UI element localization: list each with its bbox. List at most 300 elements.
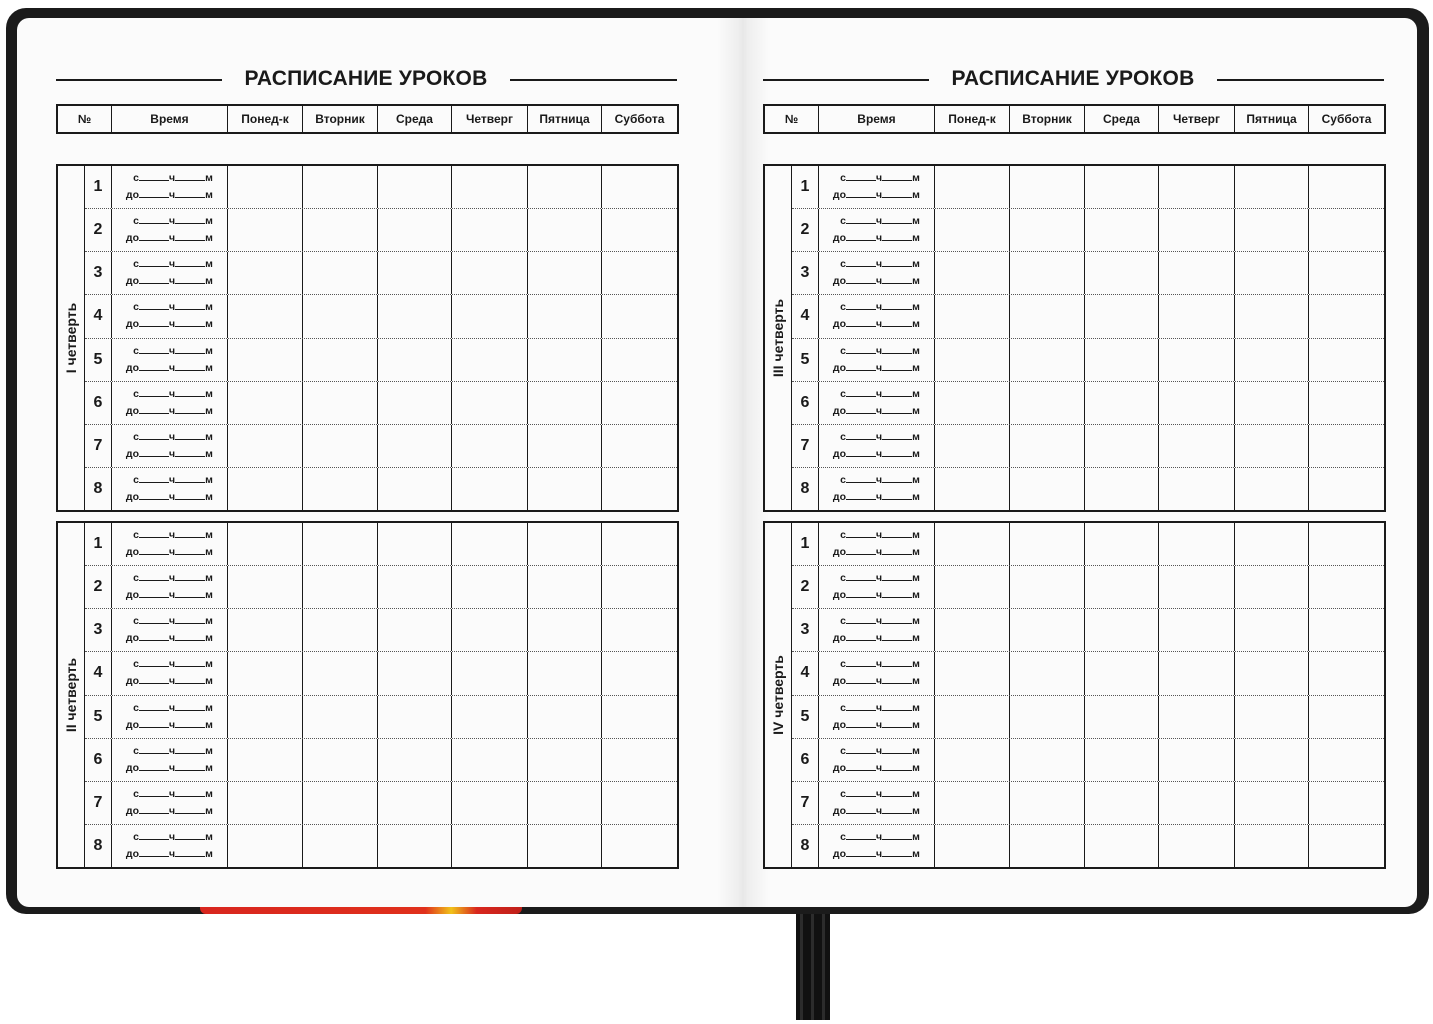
day-cell[interactable]: [452, 696, 528, 738]
day-cell[interactable]: [378, 652, 452, 694]
lesson-time-field[interactable]: [819, 382, 935, 424]
day-cell[interactable]: [1235, 609, 1309, 651]
day-cell[interactable]: [1235, 252, 1309, 294]
day-cell[interactable]: [378, 252, 452, 294]
minutes-blank[interactable]: [882, 214, 912, 224]
day-cell[interactable]: [1235, 696, 1309, 738]
minutes-blank[interactable]: [175, 787, 205, 797]
day-cell[interactable]: [1309, 425, 1384, 467]
minutes-blank[interactable]: [882, 171, 912, 181]
minutes-blank[interactable]: [882, 545, 912, 555]
hours-blank[interactable]: [139, 404, 169, 414]
day-cell[interactable]: [1085, 523, 1159, 565]
day-cell[interactable]: [1309, 609, 1384, 651]
day-cell[interactable]: [378, 295, 452, 337]
day-cell[interactable]: [528, 209, 602, 251]
lesson-time-field[interactable]: [819, 825, 935, 867]
minutes-blank[interactable]: [175, 490, 205, 500]
hours-blank[interactable]: [139, 447, 169, 457]
day-cell[interactable]: [1159, 652, 1235, 694]
minutes-blank[interactable]: [175, 430, 205, 440]
day-cell[interactable]: [528, 566, 602, 608]
hours-blank[interactable]: [846, 214, 876, 224]
day-cell[interactable]: [228, 609, 303, 651]
day-cell[interactable]: [303, 825, 378, 867]
lesson-time-field[interactable]: [112, 782, 228, 824]
day-cell[interactable]: [1309, 523, 1384, 565]
lesson-time-field[interactable]: [819, 295, 935, 337]
lesson-time-field[interactable]: [112, 652, 228, 694]
minutes-blank[interactable]: [175, 744, 205, 754]
minutes-blank[interactable]: [882, 447, 912, 457]
day-cell[interactable]: [228, 252, 303, 294]
minutes-blank[interactable]: [882, 674, 912, 684]
day-cell[interactable]: [935, 782, 1010, 824]
day-cell[interactable]: [602, 609, 677, 651]
day-cell[interactable]: [602, 566, 677, 608]
hours-blank[interactable]: [846, 847, 876, 857]
lesson-time-field[interactable]: [112, 609, 228, 651]
hours-blank[interactable]: [846, 545, 876, 555]
hours-blank[interactable]: [139, 300, 169, 310]
hours-blank[interactable]: [846, 614, 876, 624]
day-cell[interactable]: [1309, 209, 1384, 251]
day-cell[interactable]: [528, 339, 602, 381]
day-cell[interactable]: [378, 339, 452, 381]
minutes-blank[interactable]: [882, 300, 912, 310]
day-cell[interactable]: [378, 382, 452, 424]
day-cell[interactable]: [303, 252, 378, 294]
minutes-blank[interactable]: [882, 361, 912, 371]
hours-blank[interactable]: [139, 490, 169, 500]
hours-blank[interactable]: [139, 588, 169, 598]
minutes-blank[interactable]: [882, 631, 912, 641]
hours-blank[interactable]: [139, 214, 169, 224]
minutes-blank[interactable]: [882, 274, 912, 284]
day-cell[interactable]: [452, 209, 528, 251]
day-cell[interactable]: [1159, 339, 1235, 381]
minutes-blank[interactable]: [175, 214, 205, 224]
minutes-blank[interactable]: [175, 571, 205, 581]
day-cell[interactable]: [378, 696, 452, 738]
minutes-blank[interactable]: [882, 787, 912, 797]
day-cell[interactable]: [528, 523, 602, 565]
hours-blank[interactable]: [846, 387, 876, 397]
day-cell[interactable]: [1085, 425, 1159, 467]
hours-blank[interactable]: [139, 674, 169, 684]
hours-blank[interactable]: [139, 257, 169, 267]
day-cell[interactable]: [935, 339, 1010, 381]
hours-blank[interactable]: [139, 231, 169, 241]
minutes-blank[interactable]: [175, 588, 205, 598]
hours-blank[interactable]: [139, 701, 169, 711]
hours-blank[interactable]: [846, 404, 876, 414]
day-cell[interactable]: [452, 609, 528, 651]
hours-blank[interactable]: [139, 361, 169, 371]
lesson-time-field[interactable]: [819, 425, 935, 467]
lesson-time-field[interactable]: [112, 209, 228, 251]
minutes-blank[interactable]: [882, 761, 912, 771]
day-cell[interactable]: [935, 523, 1010, 565]
hours-blank[interactable]: [846, 447, 876, 457]
day-cell[interactable]: [378, 609, 452, 651]
lesson-time-field[interactable]: [819, 468, 935, 510]
lesson-time-field[interactable]: [819, 252, 935, 294]
day-cell[interactable]: [602, 382, 677, 424]
day-cell[interactable]: [452, 252, 528, 294]
lesson-time-field[interactable]: [112, 468, 228, 510]
day-cell[interactable]: [1235, 468, 1309, 510]
day-cell[interactable]: [528, 252, 602, 294]
day-cell[interactable]: [1235, 339, 1309, 381]
hours-blank[interactable]: [846, 718, 876, 728]
day-cell[interactable]: [228, 696, 303, 738]
day-cell[interactable]: [1159, 209, 1235, 251]
hours-blank[interactable]: [139, 614, 169, 624]
day-cell[interactable]: [1159, 566, 1235, 608]
day-cell[interactable]: [1010, 166, 1085, 208]
day-cell[interactable]: [935, 566, 1010, 608]
day-cell[interactable]: [1309, 166, 1384, 208]
minutes-blank[interactable]: [882, 490, 912, 500]
day-cell[interactable]: [1159, 382, 1235, 424]
day-cell[interactable]: [1085, 609, 1159, 651]
hours-blank[interactable]: [139, 317, 169, 327]
hours-blank[interactable]: [846, 473, 876, 483]
hours-blank[interactable]: [846, 571, 876, 581]
day-cell[interactable]: [1085, 382, 1159, 424]
minutes-blank[interactable]: [175, 344, 205, 354]
hours-blank[interactable]: [139, 744, 169, 754]
hours-blank[interactable]: [139, 847, 169, 857]
day-cell[interactable]: [935, 209, 1010, 251]
day-cell[interactable]: [303, 523, 378, 565]
minutes-blank[interactable]: [175, 545, 205, 555]
lesson-time-field[interactable]: [819, 782, 935, 824]
day-cell[interactable]: [528, 696, 602, 738]
day-cell[interactable]: [1085, 696, 1159, 738]
minutes-blank[interactable]: [175, 361, 205, 371]
day-cell[interactable]: [378, 739, 452, 781]
minutes-blank[interactable]: [882, 830, 912, 840]
hours-blank[interactable]: [846, 188, 876, 198]
minutes-blank[interactable]: [175, 257, 205, 267]
minutes-blank[interactable]: [882, 430, 912, 440]
day-cell[interactable]: [1235, 652, 1309, 694]
day-cell[interactable]: [1235, 739, 1309, 781]
day-cell[interactable]: [228, 782, 303, 824]
day-cell[interactable]: [1085, 339, 1159, 381]
minutes-blank[interactable]: [882, 718, 912, 728]
day-cell[interactable]: [1309, 468, 1384, 510]
day-cell[interactable]: [1309, 252, 1384, 294]
day-cell[interactable]: [452, 782, 528, 824]
day-cell[interactable]: [452, 825, 528, 867]
hours-blank[interactable]: [846, 274, 876, 284]
lesson-time-field[interactable]: [112, 166, 228, 208]
day-cell[interactable]: [602, 825, 677, 867]
minutes-blank[interactable]: [882, 404, 912, 414]
day-cell[interactable]: [1309, 652, 1384, 694]
day-cell[interactable]: [228, 295, 303, 337]
minutes-blank[interactable]: [882, 473, 912, 483]
lesson-time-field[interactable]: [819, 339, 935, 381]
day-cell[interactable]: [1085, 468, 1159, 510]
day-cell[interactable]: [1309, 339, 1384, 381]
hours-blank[interactable]: [139, 188, 169, 198]
day-cell[interactable]: [1159, 425, 1235, 467]
day-cell[interactable]: [1010, 609, 1085, 651]
day-cell[interactable]: [1309, 295, 1384, 337]
lesson-time-field[interactable]: [819, 209, 935, 251]
day-cell[interactable]: [1010, 825, 1085, 867]
day-cell[interactable]: [228, 566, 303, 608]
lesson-time-field[interactable]: [819, 166, 935, 208]
day-cell[interactable]: [1159, 609, 1235, 651]
day-cell[interactable]: [528, 739, 602, 781]
minutes-blank[interactable]: [175, 761, 205, 771]
day-cell[interactable]: [1085, 252, 1159, 294]
minutes-blank[interactable]: [882, 847, 912, 857]
day-cell[interactable]: [228, 425, 303, 467]
hours-blank[interactable]: [846, 804, 876, 814]
day-cell[interactable]: [528, 782, 602, 824]
day-cell[interactable]: [1085, 295, 1159, 337]
day-cell[interactable]: [1010, 739, 1085, 781]
minutes-blank[interactable]: [175, 317, 205, 327]
day-cell[interactable]: [935, 696, 1010, 738]
minutes-blank[interactable]: [175, 804, 205, 814]
lesson-time-field[interactable]: [112, 825, 228, 867]
day-cell[interactable]: [935, 295, 1010, 337]
hours-blank[interactable]: [846, 657, 876, 667]
hours-blank[interactable]: [846, 231, 876, 241]
minutes-blank[interactable]: [882, 804, 912, 814]
day-cell[interactable]: [228, 339, 303, 381]
hours-blank[interactable]: [846, 631, 876, 641]
day-cell[interactable]: [1309, 782, 1384, 824]
day-cell[interactable]: [1159, 739, 1235, 781]
minutes-blank[interactable]: [175, 447, 205, 457]
hours-blank[interactable]: [139, 545, 169, 555]
day-cell[interactable]: [228, 652, 303, 694]
lesson-time-field[interactable]: [112, 425, 228, 467]
day-cell[interactable]: [1159, 166, 1235, 208]
minutes-blank[interactable]: [882, 657, 912, 667]
minutes-blank[interactable]: [175, 274, 205, 284]
minutes-blank[interactable]: [882, 744, 912, 754]
day-cell[interactable]: [303, 566, 378, 608]
day-cell[interactable]: [935, 382, 1010, 424]
hours-blank[interactable]: [846, 761, 876, 771]
day-cell[interactable]: [1235, 566, 1309, 608]
hours-blank[interactable]: [846, 300, 876, 310]
day-cell[interactable]: [1010, 425, 1085, 467]
day-cell[interactable]: [1235, 782, 1309, 824]
hours-blank[interactable]: [846, 361, 876, 371]
day-cell[interactable]: [1235, 523, 1309, 565]
minutes-blank[interactable]: [175, 718, 205, 728]
hours-blank[interactable]: [846, 344, 876, 354]
day-cell[interactable]: [1010, 696, 1085, 738]
day-cell[interactable]: [602, 209, 677, 251]
day-cell[interactable]: [378, 825, 452, 867]
hours-blank[interactable]: [139, 387, 169, 397]
hours-blank[interactable]: [139, 830, 169, 840]
day-cell[interactable]: [602, 782, 677, 824]
day-cell[interactable]: [303, 295, 378, 337]
lesson-time-field[interactable]: [112, 382, 228, 424]
day-cell[interactable]: [935, 652, 1010, 694]
hours-blank[interactable]: [846, 744, 876, 754]
hours-blank[interactable]: [846, 430, 876, 440]
day-cell[interactable]: [935, 825, 1010, 867]
minutes-blank[interactable]: [175, 847, 205, 857]
day-cell[interactable]: [1159, 782, 1235, 824]
day-cell[interactable]: [528, 166, 602, 208]
day-cell[interactable]: [303, 652, 378, 694]
day-cell[interactable]: [1235, 382, 1309, 424]
hours-blank[interactable]: [846, 588, 876, 598]
day-cell[interactable]: [303, 609, 378, 651]
hours-blank[interactable]: [846, 528, 876, 538]
day-cell[interactable]: [602, 696, 677, 738]
minutes-blank[interactable]: [175, 674, 205, 684]
day-cell[interactable]: [452, 468, 528, 510]
day-cell[interactable]: [1235, 166, 1309, 208]
lesson-time-field[interactable]: [112, 252, 228, 294]
day-cell[interactable]: [452, 295, 528, 337]
hours-blank[interactable]: [846, 787, 876, 797]
hours-blank[interactable]: [139, 761, 169, 771]
hours-blank[interactable]: [846, 674, 876, 684]
day-cell[interactable]: [602, 523, 677, 565]
day-cell[interactable]: [378, 166, 452, 208]
minutes-blank[interactable]: [175, 614, 205, 624]
day-cell[interactable]: [1159, 295, 1235, 337]
day-cell[interactable]: [1235, 295, 1309, 337]
minutes-blank[interactable]: [882, 231, 912, 241]
minutes-blank[interactable]: [175, 701, 205, 711]
hours-blank[interactable]: [846, 317, 876, 327]
minutes-blank[interactable]: [175, 300, 205, 310]
day-cell[interactable]: [303, 166, 378, 208]
lesson-time-field[interactable]: [112, 696, 228, 738]
day-cell[interactable]: [228, 209, 303, 251]
lesson-time-field[interactable]: [112, 566, 228, 608]
hours-blank[interactable]: [846, 490, 876, 500]
day-cell[interactable]: [452, 566, 528, 608]
day-cell[interactable]: [303, 209, 378, 251]
day-cell[interactable]: [528, 825, 602, 867]
minutes-blank[interactable]: [882, 701, 912, 711]
day-cell[interactable]: [1010, 339, 1085, 381]
minutes-blank[interactable]: [882, 387, 912, 397]
day-cell[interactable]: [1159, 252, 1235, 294]
day-cell[interactable]: [1085, 209, 1159, 251]
hours-blank[interactable]: [846, 701, 876, 711]
day-cell[interactable]: [303, 382, 378, 424]
day-cell[interactable]: [1309, 382, 1384, 424]
minutes-blank[interactable]: [882, 571, 912, 581]
lesson-time-field[interactable]: [112, 523, 228, 565]
day-cell[interactable]: [935, 166, 1010, 208]
day-cell[interactable]: [1235, 209, 1309, 251]
hours-blank[interactable]: [139, 473, 169, 483]
day-cell[interactable]: [1085, 825, 1159, 867]
day-cell[interactable]: [935, 252, 1010, 294]
day-cell[interactable]: [1085, 652, 1159, 694]
day-cell[interactable]: [452, 652, 528, 694]
hours-blank[interactable]: [139, 171, 169, 181]
hours-blank[interactable]: [846, 257, 876, 267]
day-cell[interactable]: [1010, 295, 1085, 337]
day-cell[interactable]: [228, 739, 303, 781]
day-cell[interactable]: [935, 739, 1010, 781]
hours-blank[interactable]: [139, 571, 169, 581]
day-cell[interactable]: [452, 339, 528, 381]
lesson-time-field[interactable]: [112, 739, 228, 781]
minutes-blank[interactable]: [175, 387, 205, 397]
minutes-blank[interactable]: [882, 528, 912, 538]
day-cell[interactable]: [1309, 825, 1384, 867]
day-cell[interactable]: [528, 468, 602, 510]
minutes-blank[interactable]: [882, 588, 912, 598]
day-cell[interactable]: [602, 252, 677, 294]
day-cell[interactable]: [378, 209, 452, 251]
minutes-blank[interactable]: [882, 317, 912, 327]
day-cell[interactable]: [602, 468, 677, 510]
day-cell[interactable]: [452, 166, 528, 208]
day-cell[interactable]: [303, 468, 378, 510]
minutes-blank[interactable]: [882, 257, 912, 267]
day-cell[interactable]: [1010, 566, 1085, 608]
day-cell[interactable]: [378, 566, 452, 608]
day-cell[interactable]: [935, 609, 1010, 651]
day-cell[interactable]: [1010, 523, 1085, 565]
day-cell[interactable]: [1159, 468, 1235, 510]
day-cell[interactable]: [935, 468, 1010, 510]
day-cell[interactable]: [1235, 825, 1309, 867]
hours-blank[interactable]: [846, 830, 876, 840]
day-cell[interactable]: [602, 295, 677, 337]
day-cell[interactable]: [303, 739, 378, 781]
day-cell[interactable]: [528, 425, 602, 467]
day-cell[interactable]: [1309, 696, 1384, 738]
day-cell[interactable]: [228, 523, 303, 565]
day-cell[interactable]: [452, 425, 528, 467]
hours-blank[interactable]: [139, 657, 169, 667]
minutes-blank[interactable]: [175, 188, 205, 198]
day-cell[interactable]: [1159, 825, 1235, 867]
day-cell[interactable]: [303, 425, 378, 467]
day-cell[interactable]: [935, 425, 1010, 467]
day-cell[interactable]: [528, 652, 602, 694]
minutes-blank[interactable]: [882, 188, 912, 198]
day-cell[interactable]: [1159, 696, 1235, 738]
day-cell[interactable]: [1010, 782, 1085, 824]
day-cell[interactable]: [228, 166, 303, 208]
day-cell[interactable]: [228, 825, 303, 867]
day-cell[interactable]: [602, 652, 677, 694]
day-cell[interactable]: [1309, 739, 1384, 781]
day-cell[interactable]: [303, 696, 378, 738]
hours-blank[interactable]: [139, 631, 169, 641]
hours-blank[interactable]: [139, 274, 169, 284]
hours-blank[interactable]: [846, 171, 876, 181]
minutes-blank[interactable]: [175, 631, 205, 641]
day-cell[interactable]: [1085, 566, 1159, 608]
